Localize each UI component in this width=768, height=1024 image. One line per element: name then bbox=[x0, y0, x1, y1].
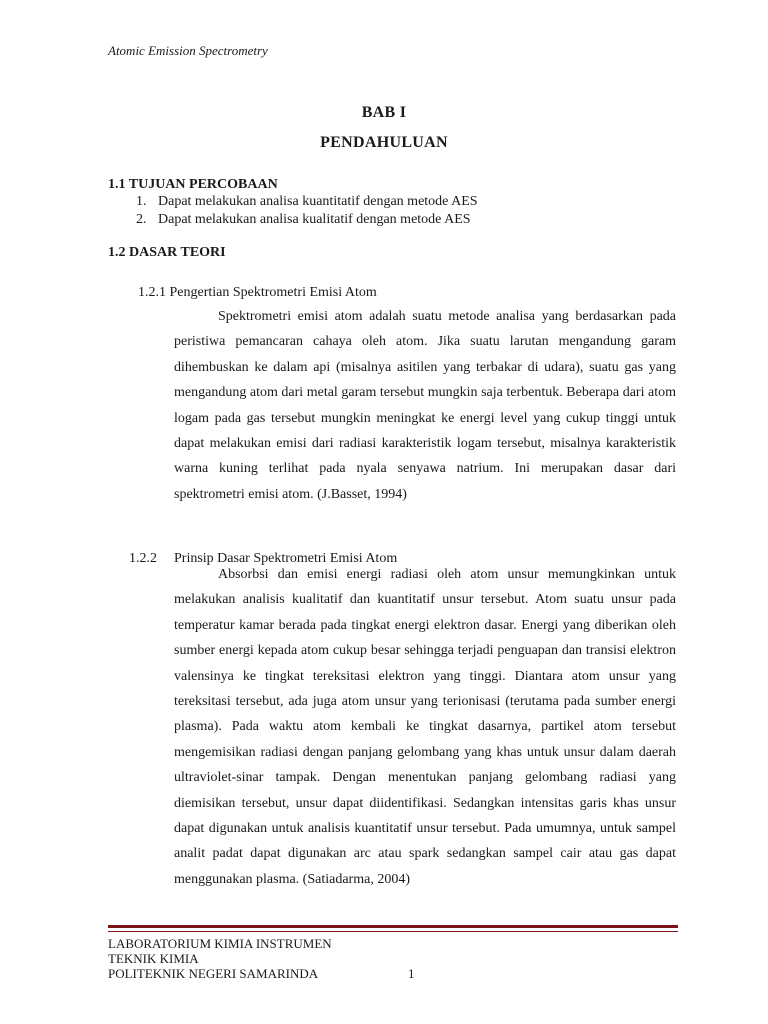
footer-line-3: POLITEKNIK NEGERI SAMARINDA bbox=[108, 966, 319, 981]
subsection-heading-prinsip: Prinsip Dasar Spektrometri Emisi Atom bbox=[174, 551, 398, 566]
chapter-title: BAB I bbox=[361, 104, 407, 121]
footer-rule-thin bbox=[108, 931, 678, 932]
footer-rule-thick bbox=[108, 925, 678, 928]
paragraph-prinsip: Absorbsi dan emisi energi radiasi oleh atom unsur memungkinkan untuk melakukan analisis kualitatif dan kuantitatif unsur tersebut. Atom suatu unsur pada temperatur kamar berada pada tingkat energi elektron dasar. Energi yang diberikan oleh sumber energi kepada atom cukup besar sehingga terjadi penguapan dan transisi elektron valensinya ke tingkat tereksitasi elektron yang tinggi. Diantara atom unsur yang tereksitasi tersebut, ada juga atom unsur yang terionisasi (terutama pada sumber energi plasma). Pada waktu atom kembali ke tingkat dasarnya, partikel atom tersebut mengemisikan radiasi dengan panjang gelombang yang khas untuk unsur dalam daerah ultraviolet-sinar tampak. Dengan menentukan panjang gelombang radiasi yang diemisikan tersebut, unsur dapat diidentifikasi. Sedangkan intensitas garis khas unsur dapat digunakan untuk analisis kuantitatif unsur tersebut. Pada umumnya, untuk sampel analit padat dapat digunakan arc atau spark sedangkan sampel cair atau gas dapat menggunakan plasma. (Satiadarma, 2004) bbox=[174, 567, 676, 887]
list-item-text: Dapat melakukan analisa kualitatif dengan metode AES bbox=[158, 212, 471, 227]
footer-line-2: TEKNIK KIMIA bbox=[108, 951, 199, 966]
subsection-number-prinsip: 1.2.2 bbox=[129, 551, 157, 566]
list-item-number: 1. bbox=[136, 194, 147, 209]
chapter-subtitle: PENDAHULUAN bbox=[320, 134, 448, 151]
section-heading-dasar-teori: 1.2 DASAR TEORI bbox=[108, 245, 226, 260]
running-header: Atomic Emission Spectrometry bbox=[108, 43, 268, 58]
list-item-text: Dapat melakukan analisa kuantitatif dengan metode AES bbox=[158, 194, 478, 209]
page-number: 1 bbox=[408, 966, 415, 981]
paragraph-pengertian: Spektrometri emisi atom adalah suatu metode analisa yang berdasarkan pada peristiwa pemancaran cahaya oleh atom. Jika suatu larutan mengandung garam dihembuskan ke dalam api (misalnya asitilen yang terbakar di udara), suatu gas yang mengandung atom dari metal garam tersebut mungkin saja terbentuk. Beberapa dari atom logam pada gas tersebut mungkin meningkat ke energi level yang cukup tinggi untuk dapat melakukan emisi dari radiasi karakteristik logam tersebut, misalnya karakteristik warna kuning terlihat pada nyala senyawa natrium. Ini merupakan dasar dari spektrometri emisi atom. (J.Basset, 1994) bbox=[174, 309, 676, 502]
list-item-number: 2. bbox=[136, 212, 147, 227]
footer-line-1: LABORATORIUM KIMIA INSTRUMEN bbox=[108, 936, 332, 951]
subsection-heading-pengertian: 1.2.1 Pengertian Spektrometri Emisi Atom bbox=[138, 285, 377, 300]
section-heading-tujuan: 1.1 TUJUAN PERCOBAAN bbox=[108, 177, 278, 192]
